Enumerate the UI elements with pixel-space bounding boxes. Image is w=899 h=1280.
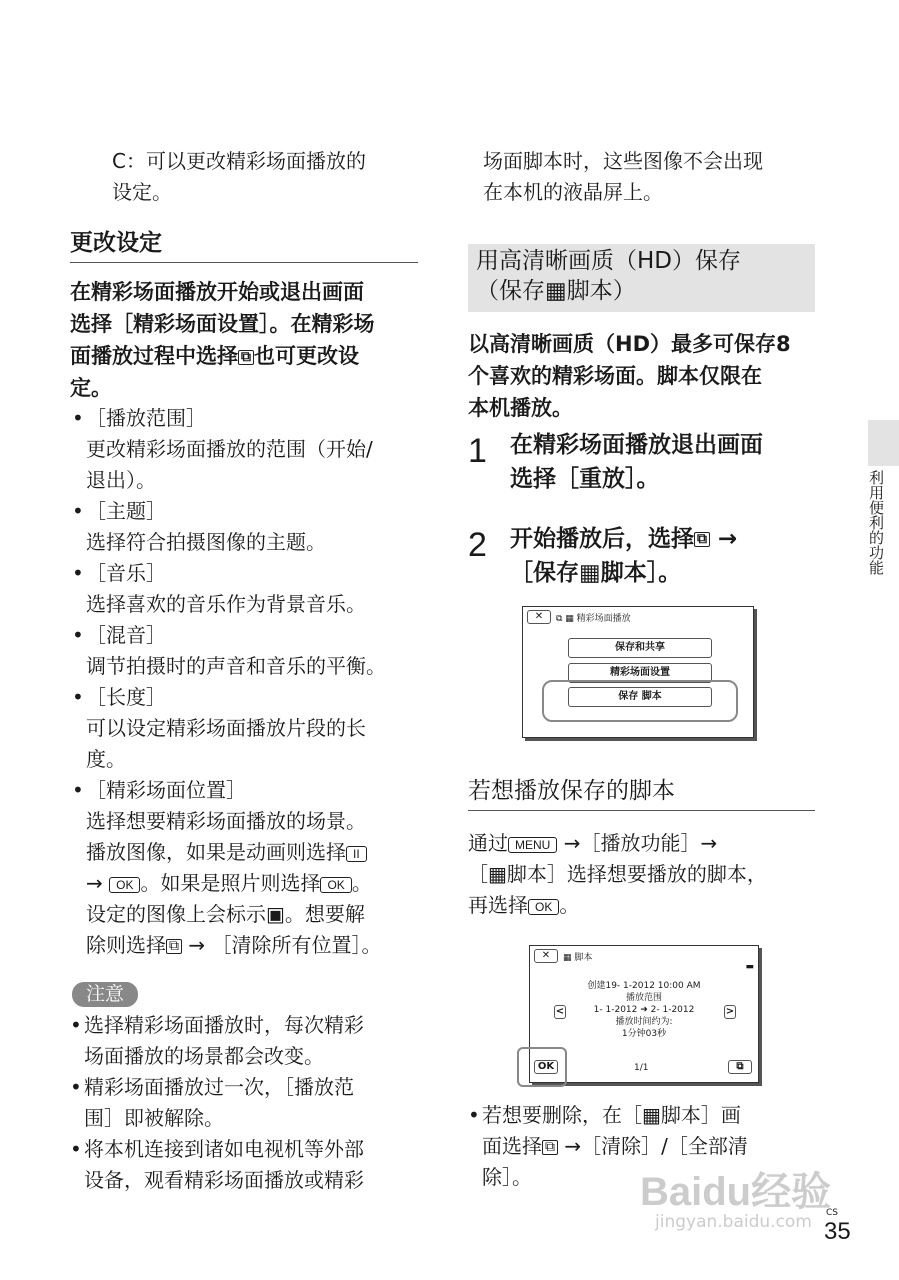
text: ［ <box>468 862 488 886</box>
note-badge: 注意 <box>72 982 138 1007</box>
list-item-title: • ［主题］ <box>72 496 386 527</box>
arrow-icon: → <box>718 526 738 552</box>
page-indicator: 1/1 <box>634 1063 649 1073</box>
heading-text: 用高清晰画质（HD）保存 <box>476 248 742 274</box>
heading-text: 更改设定 <box>70 230 162 256</box>
page-number: 35 <box>824 1218 851 1245</box>
text-line: 场面脚本时，这些图像不会出现 <box>483 149 763 173</box>
next-button[interactable]: > <box>725 1006 735 1017</box>
highlight-frame <box>542 680 738 722</box>
text-line <box>70 340 375 372</box>
text: Bai <box>640 1170 703 1214</box>
text: 再选择 <box>468 893 528 917</box>
text: 播放图像，如果是动画则选择 <box>86 840 346 864</box>
text: 脚本 <box>574 953 593 963</box>
highlight-settings-icon: ⧉ <box>166 939 182 954</box>
text: 通过 <box>468 831 508 855</box>
text: 开始播放后，选择 <box>510 526 694 552</box>
text-line: 在精彩场面播放开始或退出画面 <box>70 280 364 304</box>
ok-button[interactable]: OK <box>534 1060 558 1074</box>
list-item-title: • ［音乐］ <box>72 558 386 589</box>
highlight-point-icon: ▣ <box>266 902 285 926</box>
scenario-icon: ▦ <box>488 862 507 886</box>
left-bold-paragraph <box>70 276 375 404</box>
close-button[interactable]: ✕ <box>534 949 558 963</box>
list-item-desc: 更改精彩场面播放的范围（开始/ <box>86 437 373 461</box>
save-scenario-button[interactable]: 保存 脚本 <box>568 687 712 707</box>
text-line: 本机播放。 <box>468 396 573 420</box>
text-line: 选择［精彩场面设置］。在精彩场 <box>70 312 375 336</box>
text-line: 设定。 <box>112 180 172 204</box>
arrow-icon: → <box>188 933 206 957</box>
text: →［清除］/［全部清 <box>564 1134 748 1158</box>
right-paragraph <box>468 828 767 921</box>
list-item-title: • ［混音］ <box>72 620 386 651</box>
note-item: 设备，观看精彩场面播放或精彩 <box>84 1168 364 1192</box>
text: du <box>702 1170 752 1214</box>
list-item-desc: → OK 。如果是照片则选择 OK 。 <box>86 871 372 895</box>
highlight-settings-icon: ⧉ <box>238 350 254 365</box>
highlight-settings-icon: ⧉ <box>694 532 710 547</box>
section-heading-save-hd <box>468 244 815 312</box>
text: （保存 <box>476 278 545 304</box>
created-date: 创建19- 1-2012 10:00 AM <box>587 981 701 991</box>
section-heading-change-settings <box>70 228 418 263</box>
save-and-share-button[interactable]: 保存和共享 <box>568 638 712 658</box>
step-text <box>510 556 737 590</box>
step-1 <box>510 428 763 496</box>
ok-highlight-frame <box>517 1047 567 1087</box>
text: 。想要解 <box>284 902 365 926</box>
list-item-title: • ［播放范围］ <box>72 403 386 434</box>
text: 脚本］选择想要播放的脚本， <box>506 862 767 886</box>
text-line: C：可以更改精彩场面播放的 <box>112 149 366 173</box>
range-label: 播放范围 <box>625 993 662 1003</box>
highlight-settings-icon: ⧉ <box>542 1140 558 1155</box>
text: 面选择 <box>482 1134 542 1158</box>
time-value: 1分钟03秒 <box>621 1029 667 1039</box>
scenario-icon: ▦ <box>642 1103 661 1127</box>
close-button[interactable]: ✕ <box>527 610 551 624</box>
list-item-desc: 度。 <box>86 747 126 771</box>
text: 脚本］画 <box>660 1103 741 1127</box>
list-item-desc <box>72 930 386 961</box>
list-item-desc: 选择符合拍摄图像的主题。 <box>86 530 326 554</box>
text: 设定的图像上会标示 <box>86 902 266 926</box>
intro-left <box>112 146 366 208</box>
text: 也可更改设 <box>254 344 359 368</box>
step-text <box>510 522 737 556</box>
step-text: 选择［重放］。 <box>510 466 660 492</box>
text-line: 个喜欢的精彩场面。脚本仅限在 <box>468 364 762 388</box>
language-code: CS <box>826 1208 838 1218</box>
ok-key-icon: OK <box>528 899 559 915</box>
prev-button[interactable]: < <box>555 1006 565 1017</box>
text: ［清除所有位置］。 <box>211 933 382 957</box>
heading-text: 若想播放保存的脚本 <box>468 778 675 804</box>
ok-key-icon: OK <box>320 877 351 893</box>
scenario-icon: ▦ <box>545 278 567 304</box>
highlight-settings-button[interactable]: ⧉ <box>728 1060 752 1074</box>
text-line <box>468 859 767 890</box>
text: 。如果是照片则选择 <box>140 871 321 895</box>
note-item: 场面播放的场景都会改变。 <box>84 1044 324 1068</box>
text: 脚本） <box>566 278 636 304</box>
list-item-desc: 退出）。 <box>86 468 156 492</box>
list-item-title: • ［精彩场面位置］ <box>72 775 386 806</box>
text: 精彩场面播放 <box>576 614 631 624</box>
time-label: 播放时间约为: <box>615 1017 673 1027</box>
text: 除则选择 <box>86 933 166 957</box>
step-2 <box>510 522 737 590</box>
note-item: 围］即被解除。 <box>84 1106 224 1130</box>
text-line: 除］。 <box>482 1165 532 1189</box>
step-text: 在精彩场面播放退出画面 <box>510 432 763 458</box>
text-line: 定。 <box>70 376 112 400</box>
watermark-logo <box>640 1160 831 1217</box>
text-line <box>468 828 767 859</box>
text-line: 在本机的液晶屏上。 <box>483 180 663 204</box>
screen-title: ▦ 脚本 <box>563 953 593 963</box>
text: 若想要删除，在［ <box>482 1103 642 1127</box>
note-item: • 将本机连接到诸如电视机等外部 <box>70 1134 364 1165</box>
screen-highlight-playback <box>522 606 754 738</box>
pause-key-icon: II <box>346 846 367 862</box>
range-value: 1- 1-2012 ➜ 2- 1-2012 <box>593 1005 695 1015</box>
text: 面播放过程中选择 <box>70 344 238 368</box>
text-line <box>468 1100 748 1131</box>
text-line <box>468 890 767 921</box>
list-item-desc: 调节拍摄时的声音和音乐的平衡。 <box>86 654 386 678</box>
intro-right <box>483 146 763 208</box>
text: 。 <box>559 893 580 917</box>
step-number: 1 <box>468 432 487 470</box>
ok-key-icon: OK <box>109 877 140 893</box>
list-item-title: • ［长度］ <box>72 682 386 713</box>
text: ［保存 <box>510 560 579 586</box>
text: 脚本］。 <box>600 560 682 586</box>
side-tab-marker <box>868 420 899 466</box>
right-bold-paragraph <box>468 328 791 424</box>
section-heading-play-scenario <box>468 776 815 811</box>
text: →［播放功能］→ <box>563 831 718 855</box>
note-item: • 精彩场面播放过一次，［播放范 <box>70 1072 364 1103</box>
settings-list <box>72 403 386 961</box>
arrow-icon: → <box>86 871 103 895</box>
battery-icon: ▬ <box>745 962 754 972</box>
list-item-desc: 可以设定精彩场面播放片段的长 <box>86 716 366 740</box>
scenario-icon: ▦ <box>579 560 601 586</box>
note-item: • 选择精彩场面播放时，每次精彩 <box>70 1010 364 1041</box>
list-item-desc <box>72 837 386 868</box>
list-item-desc: 选择想要精彩场面播放的场景。 <box>86 809 366 833</box>
text-line: 以高清晰画质（HD）最多可保存8 <box>468 332 791 356</box>
step-number: 2 <box>468 526 487 564</box>
heading-text <box>476 276 807 306</box>
text: 经验 <box>751 1170 832 1214</box>
side-tab-label: 利用便利的功能 <box>867 470 885 575</box>
menu-key-icon: MENU <box>508 837 557 853</box>
list-item-desc <box>72 899 386 930</box>
highlight-settings-button[interactable]: 精彩场面设置 <box>568 663 712 683</box>
watermark-url: jingyan.baidu.com <box>655 1212 812 1232</box>
list-item-desc: 选择喜欢的音乐作为背景音乐。 <box>86 592 366 616</box>
screen-title: ⧉ ▦ 精彩场面播放 <box>556 614 631 624</box>
notes-list <box>70 1010 364 1196</box>
text-line <box>468 1131 748 1162</box>
